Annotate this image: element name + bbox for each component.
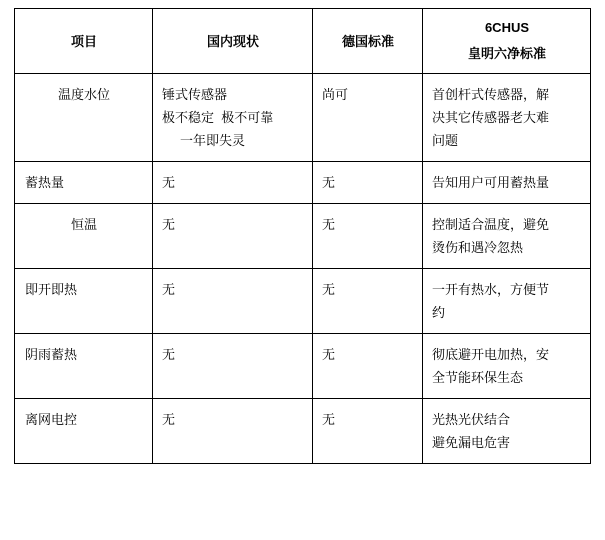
cell-line: 光热光伏结合 [432, 412, 511, 427]
cell-domestic [153, 269, 313, 334]
cell-line: 决其它传感器老大难 [432, 110, 550, 125]
row-label-temperature-waterlevel [15, 74, 153, 162]
cell-line: 一年即失灵 [180, 133, 246, 148]
row-label-text: 蓄热量 [25, 175, 65, 190]
row-label-text: 即开即热 [25, 282, 78, 297]
comparison-table [14, 8, 591, 464]
cell-german [313, 269, 423, 334]
cell-line: 无 [322, 347, 336, 362]
cell-line: 全节能环保生态 [432, 370, 524, 385]
header-label-item: 项目 [70, 33, 97, 49]
row-label-rainy-heat-storage [15, 334, 153, 399]
row-label-text: 恒温 [70, 217, 97, 232]
cell-domestic [153, 204, 313, 269]
header-cell-german [313, 9, 423, 74]
row-label-offgrid-control [15, 399, 153, 464]
cell-line: 一开有热水，方便节 [432, 282, 550, 297]
cell-line: 尚可 [322, 87, 349, 102]
cell-german [313, 162, 423, 204]
cell-line: 锤式传感器 [162, 87, 228, 102]
table-row [15, 334, 591, 399]
row-label-instant-hot [15, 269, 153, 334]
table-row [15, 399, 591, 464]
cell-german [313, 334, 423, 399]
table-body [15, 9, 591, 464]
cell-line: 约 [432, 305, 446, 320]
cell-line: 烫伤和遇冷忽热 [432, 240, 524, 255]
row-label-text: 离网电控 [25, 412, 78, 427]
header-label-6chus: 6CHUS [484, 20, 530, 35]
table-header-row [15, 9, 591, 74]
header-6chus-stack [432, 15, 582, 67]
table-row [15, 74, 591, 162]
row-label-heat-storage [15, 162, 153, 204]
cell-line: 无 [322, 217, 336, 232]
cell-german [313, 399, 423, 464]
cell-line: 无 [162, 282, 176, 297]
cell-line: 无 [162, 412, 176, 427]
header-label-domestic: 国内现状 [206, 33, 259, 49]
row-label-text: 温度水位 [57, 87, 110, 102]
header-cell-domestic [153, 9, 313, 74]
cell-domestic [153, 162, 313, 204]
cell-line: 极不稳定 极不可靠 [162, 110, 274, 125]
row-label-constant-temperature [15, 204, 153, 269]
row-label-text: 阴雨蓄热 [25, 347, 78, 362]
cell-domestic [153, 74, 313, 162]
cell-line: 无 [322, 282, 336, 297]
cell-german [313, 204, 423, 269]
cell-6chus [423, 269, 591, 334]
cell-6chus [423, 162, 591, 204]
cell-line: 控制适合温度，避免 [432, 217, 550, 232]
cell-domestic [153, 334, 313, 399]
cell-6chus [423, 334, 591, 399]
header-cell-6chus [423, 9, 591, 74]
cell-line: 彻底避开电加热，安 [432, 347, 550, 362]
cell-6chus [423, 399, 591, 464]
header-label-6chus-sub: 皇明六净标准 [467, 46, 546, 61]
table-row [15, 204, 591, 269]
cell-line: 避免漏电危害 [432, 435, 511, 450]
cell-6chus [423, 74, 591, 162]
cell-german [313, 74, 423, 162]
table-row [15, 269, 591, 334]
cell-line: 无 [162, 347, 176, 362]
cell-domestic [153, 399, 313, 464]
cell-line: 无 [162, 217, 176, 232]
cell-line: 问题 [432, 133, 459, 148]
header-label-german: 德国标准 [341, 33, 394, 49]
cell-line: 无 [162, 175, 176, 190]
header-cell-item [15, 9, 153, 74]
cell-line: 首创杆式传感器，解 [432, 87, 550, 102]
cell-line: 无 [322, 175, 336, 190]
cell-6chus [423, 204, 591, 269]
table-row [15, 162, 591, 204]
cell-line: 无 [322, 412, 336, 427]
cell-line: 告知用户可用蓄热量 [432, 175, 550, 190]
